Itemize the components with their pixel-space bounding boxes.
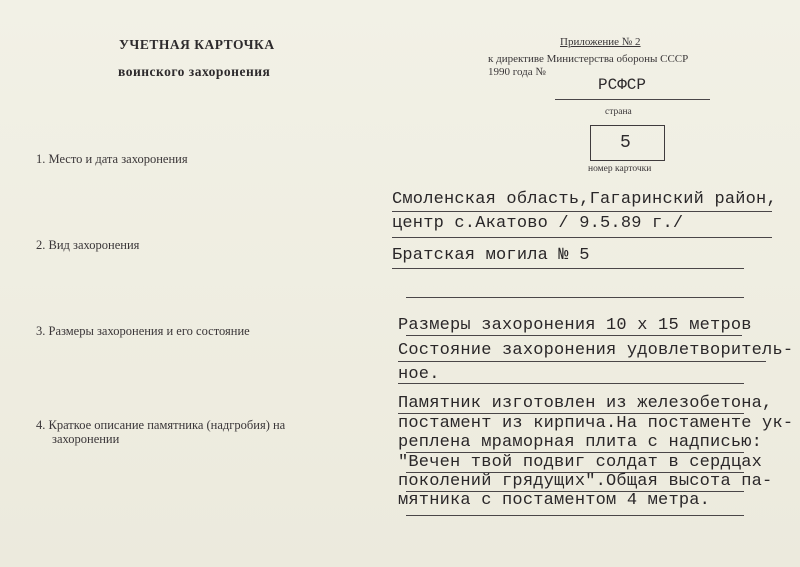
field-place-line-1: Смоленская область,Гагаринский район,	[392, 190, 777, 209]
rule	[406, 335, 742, 336]
field-monument-line-4: "Вечен твой подвиг солдат в сердцах	[398, 453, 763, 472]
rule	[398, 361, 766, 362]
appendix-label: Приложение № 2	[560, 36, 641, 48]
card-number-value: 5	[620, 133, 631, 153]
country-caption: страна	[605, 107, 632, 117]
directive-line-2: 1990 года №	[488, 66, 546, 78]
field-size-label: 3. Размеры захоронения и его состояние	[36, 324, 250, 338]
card-number-caption: номер карточки	[588, 164, 652, 174]
field-monument-line-3: реплена мраморная плита с надписью:	[398, 433, 763, 452]
rule	[398, 383, 744, 384]
field-monument-label-2: захоронении	[52, 432, 120, 446]
field-monument-line-2: постамент из кирпича.На постаменте ук-	[398, 414, 794, 433]
card-subtitle: воинского захоронения	[118, 64, 271, 79]
field-monument-label-1: 4. Краткое описание памятника (надгробия) на	[36, 418, 286, 432]
directive-line-1: к директиве Министерства обороны СССР	[488, 53, 689, 65]
country-line	[555, 99, 710, 100]
rule	[406, 515, 744, 516]
field-monument-line-6: мятника с постаментом 4 метра.	[398, 491, 711, 510]
field-place-label: 1. Место и дата захоронения	[36, 152, 188, 166]
rule	[392, 268, 744, 269]
field-monument-line-5: поколений грядущих".Общая высота па-	[398, 472, 773, 491]
rule	[406, 297, 744, 298]
field-kind-line-1: Братская могила № 5	[392, 246, 590, 265]
field-size-line-1: Размеры захоронения 10 х 15 метров	[398, 316, 752, 335]
card-title: УЧЕТНАЯ КАРТОЧКА	[119, 37, 275, 52]
field-size-line-3: ное.	[398, 365, 440, 384]
field-place-line-2: центр с.Акатово / 9.5.89 г./	[392, 214, 684, 233]
field-size-line-2: Состояние захоронения удовлетворитель-	[398, 341, 794, 360]
country-value: РСФСР	[598, 76, 647, 94]
rule	[392, 237, 772, 238]
rule	[392, 211, 772, 212]
field-monument-line-1: Памятник изготовлен из железобетона,	[398, 394, 773, 413]
field-kind-label: 2. Вид захоронения	[36, 238, 140, 252]
